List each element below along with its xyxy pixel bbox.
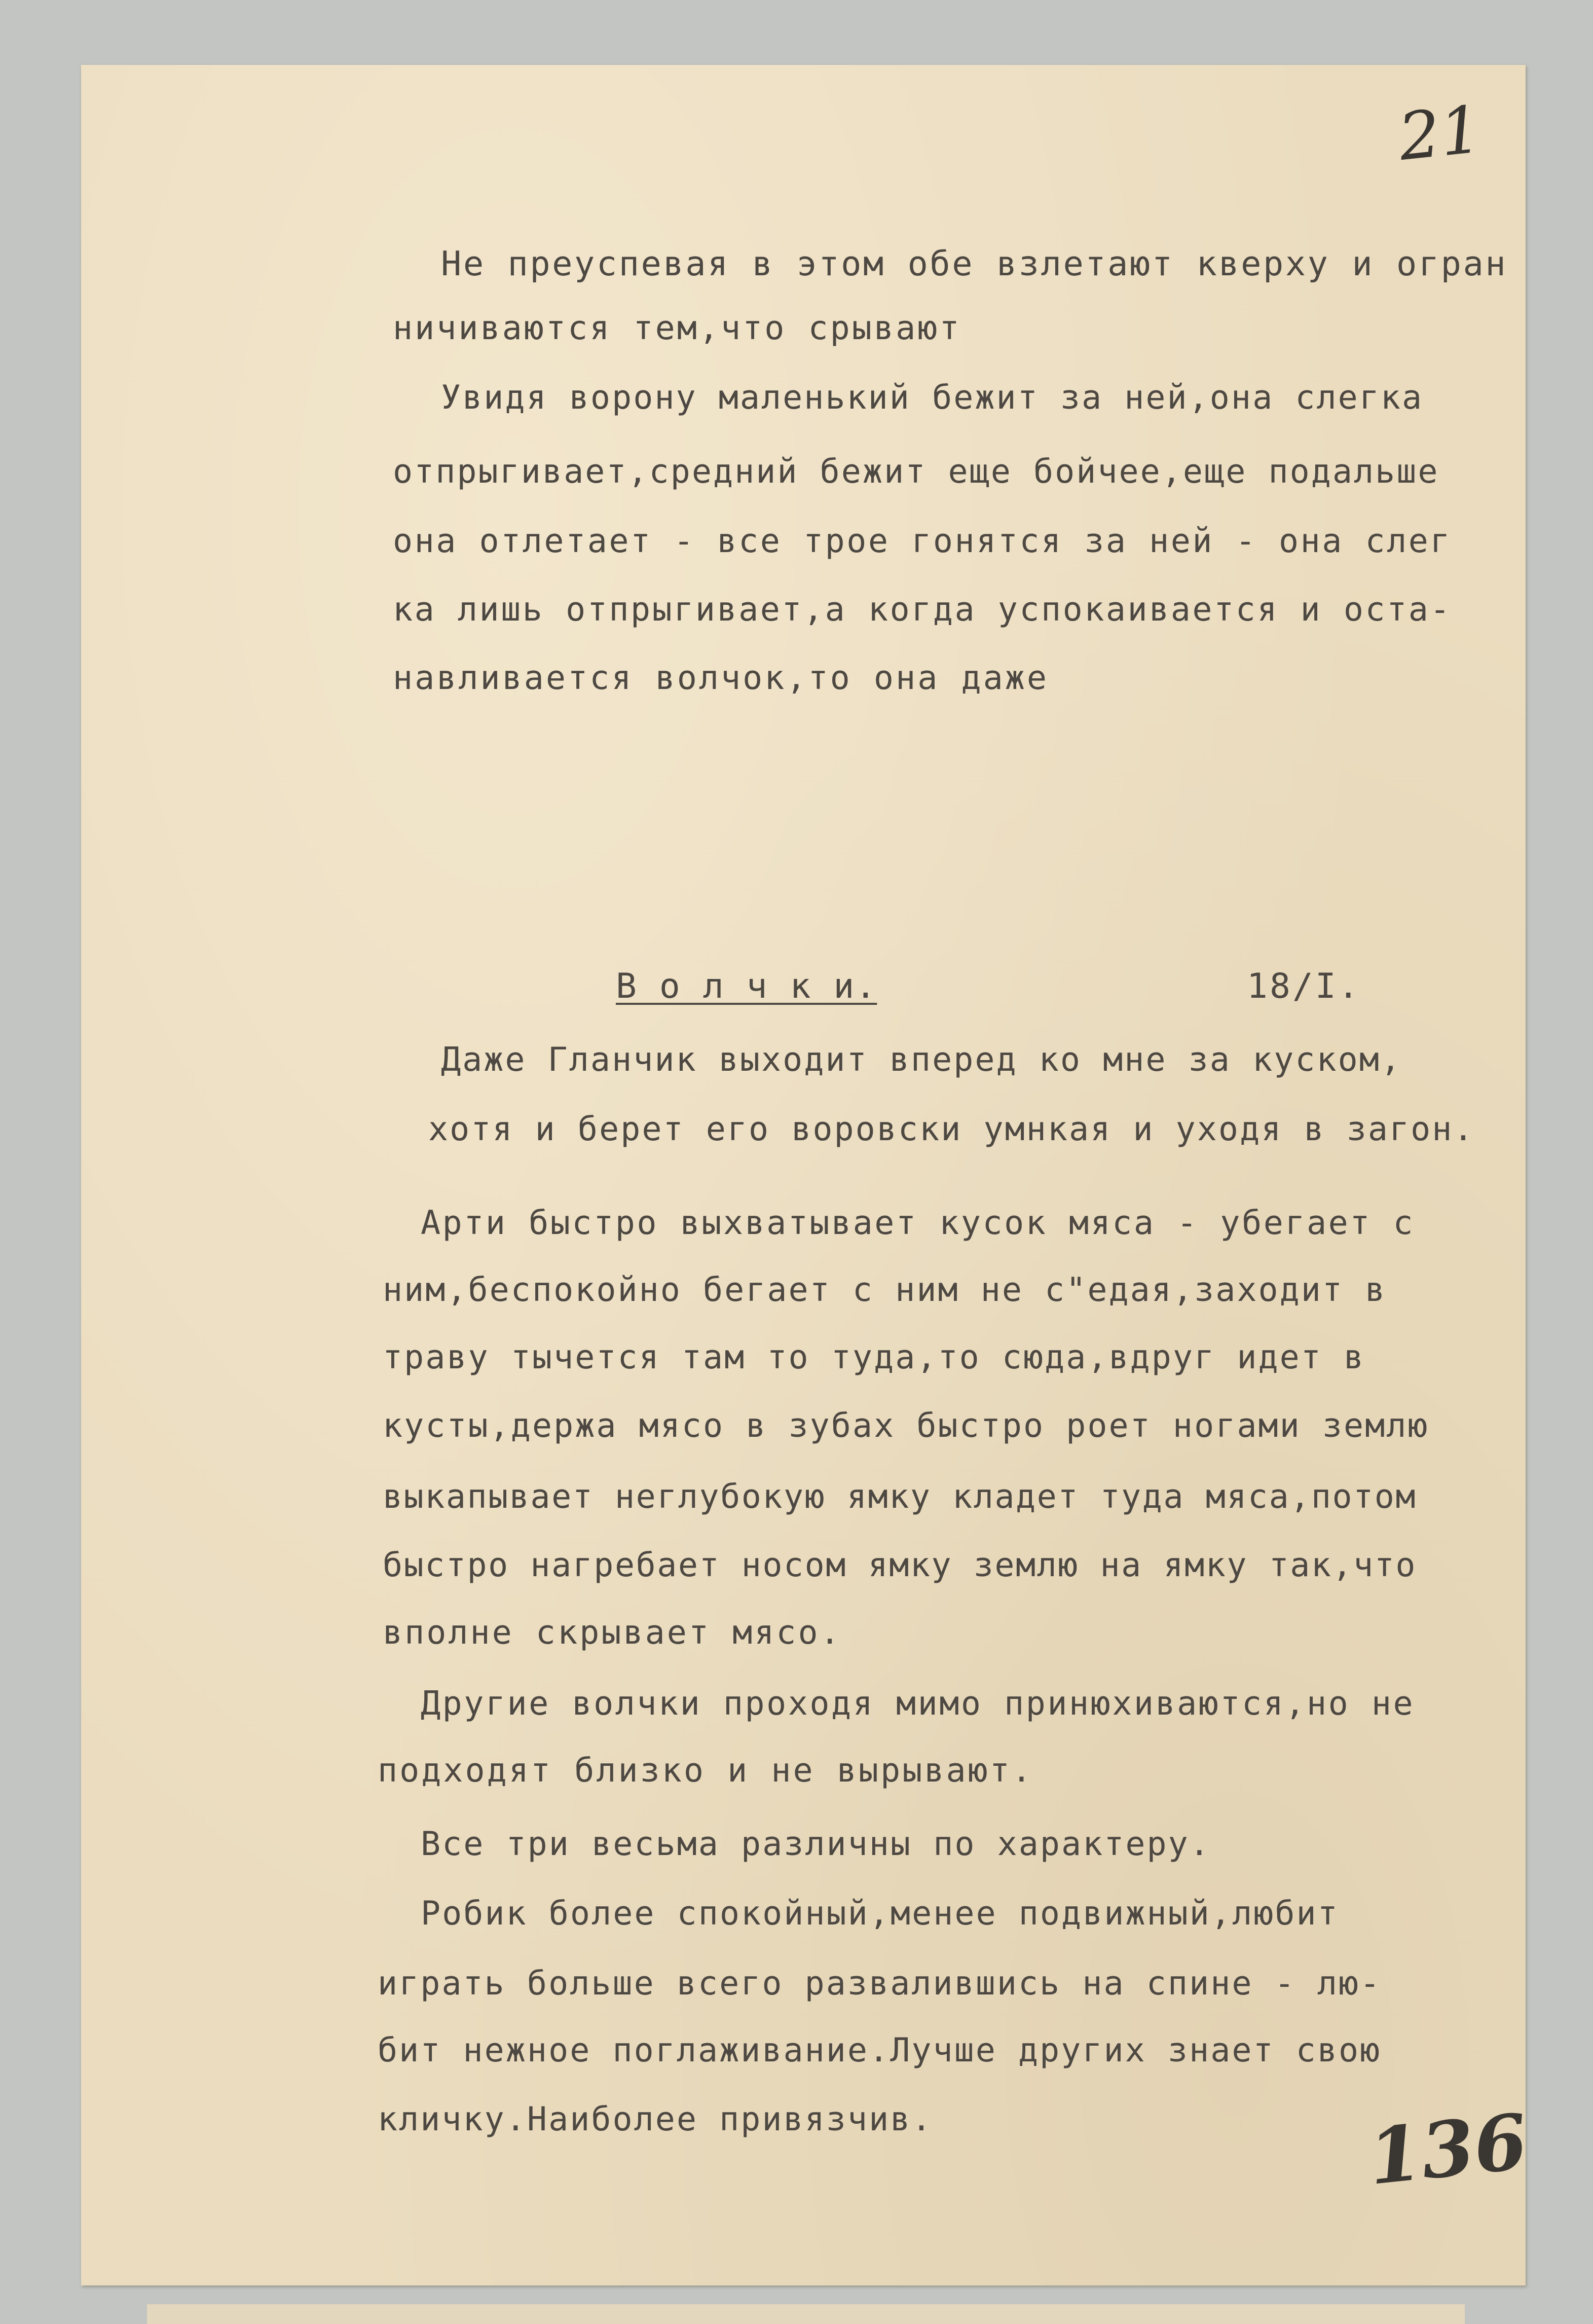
text-line: она отлетает - все трое гонятся за ней - она слег	[393, 522, 1452, 560]
text-line: Робик более спокойный,менее подвижный,любит	[421, 1895, 1339, 1933]
text-line: кличку.Наиболее привязчив.	[378, 2100, 933, 2138]
archive-number: 136	[1364, 2097, 1532, 2202]
text-line: ничиваются тем,что срывают	[393, 309, 961, 347]
text-line: быстро нагребает носом ямку землю на ямку так,что	[383, 1546, 1417, 1584]
text-line: кусты,держа мясо в зубах быстро роет ногами землю	[383, 1407, 1429, 1445]
text-line: Арти быстро выхватывает кусок мяса - убегает с	[421, 1204, 1415, 1242]
text-line: навливается волчок,то она даже	[393, 659, 1049, 697]
text-line: выкапывает неглубокую ямку кладет туда мяса,потом	[383, 1478, 1417, 1516]
text-line: Другие волчки проходя мимо принюхиваются,но не	[421, 1685, 1415, 1723]
text-line: Даже Гланчик выходит вперед ко мне за куском,	[441, 1041, 1402, 1079]
text-line: вполне скрывает мясо.	[383, 1614, 842, 1652]
section-title: В о л ч к и.	[616, 966, 877, 1006]
text-line: ка лишь отпрыгивает,а когда успокаивается и оста-	[393, 591, 1452, 629]
text-line: ним,беспокойно бегает с ним не с"едая,заходит в	[383, 1271, 1387, 1309]
section-date: 18/I.	[1247, 966, 1361, 1006]
text-line: Не преуспевая в этом обе взлетают кверху и огран	[441, 244, 1508, 283]
text-line: отпрыгивает,средний бежит еще бойчее,еще подальше	[393, 453, 1439, 491]
folio-number: 21	[1395, 91, 1486, 176]
text-line: хотя и берет его воровски умнкая и уходя в загон.	[428, 1110, 1475, 1148]
text-line: играть больше всего развалившись на спине - лю-	[378, 1965, 1382, 2003]
text-line: траву тычется там то туда,то сюда,вдруг идет в	[383, 1338, 1365, 1376]
text-line: бит нежное поглаживание.Лучше других знает свою	[378, 2031, 1382, 2069]
text-line: подходят близко и не вырывают.	[378, 1752, 1033, 1790]
text-line: Все три весьма различны по характеру.	[421, 1825, 1211, 1863]
next-page-edge	[147, 2304, 1465, 2324]
text-line: Увидя ворону маленький бежит за ней,она слегка	[441, 379, 1424, 417]
